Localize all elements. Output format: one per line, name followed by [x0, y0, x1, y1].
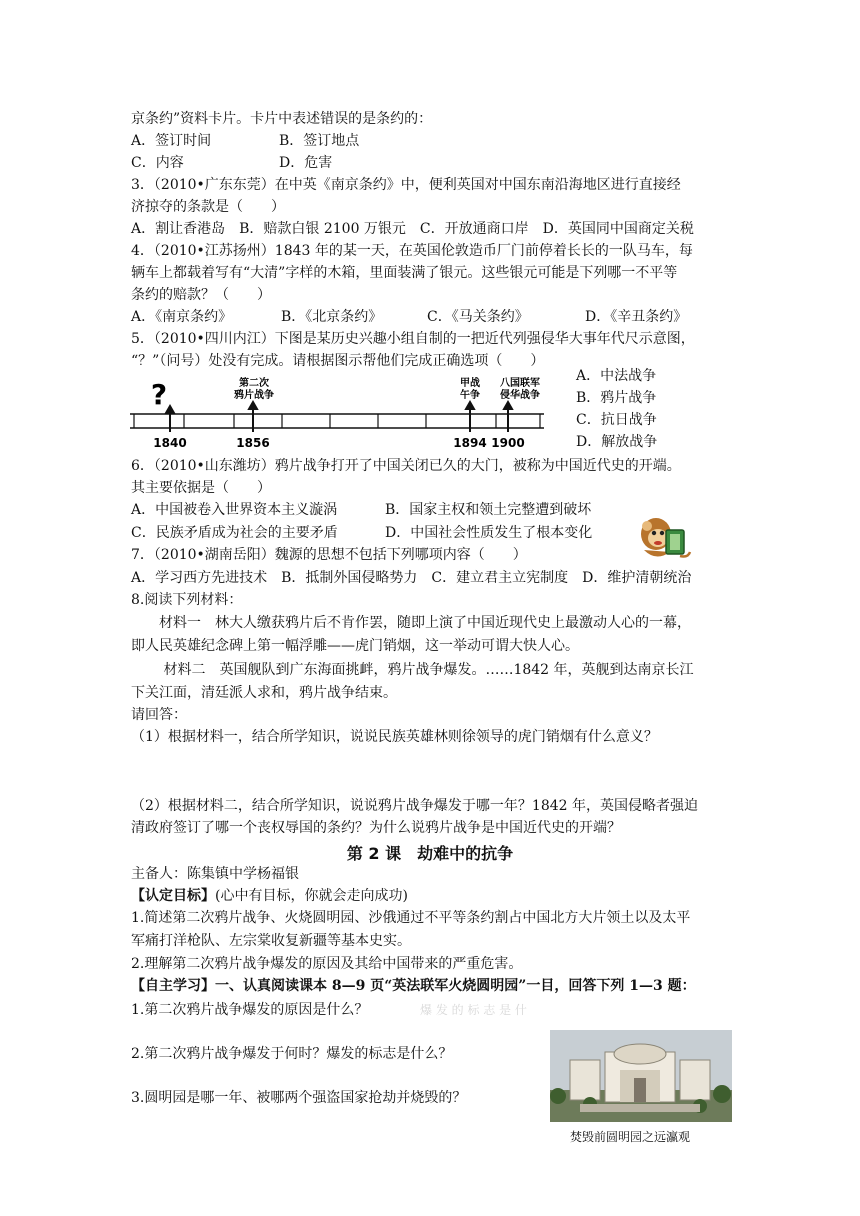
timeline-year-1856: 1856: [236, 436, 270, 450]
q8-ask: 请回答：: [131, 707, 187, 723]
q2-option-a: A．签订时间: [131, 133, 212, 149]
faint-ghost-text: 爆 发 的 标 志 是 什: [420, 1003, 527, 1017]
q8-material1-line2: 即人民英雄纪念碑上第一幅浮雕——虎门销烟，这一举动可谓大快人心。: [131, 638, 579, 654]
timeline-event2-label-1: 第二次: [239, 378, 269, 389]
q3-line1: 3．（2010•广东东莞）在中英《南京条约》中，便利英国对中国东南沿海地区进行直接经: [131, 177, 681, 193]
q7-line1: 7．（2010•湖南岳阳）魏源的思想不包括下列哪项内容（ ）: [131, 547, 527, 563]
q7-options: A．学习西方先进技术 B．抵制外国侵略势力 C．建立君主立宪制度 D．维护清朝统治: [131, 570, 692, 586]
q3-line2: 济掠夺的条款是（ ）: [131, 199, 285, 215]
timeline-event2-label-2: 鸦片战争: [234, 390, 274, 401]
q4-option-a: A．《南京条约》: [131, 309, 233, 325]
timeline-year-1900: 1900: [491, 436, 525, 450]
timeline-year-1894: 1894: [453, 436, 487, 450]
q4-options: [131, 308, 687, 326]
q8-intro: 8.阅读下列材料：: [131, 592, 243, 608]
q4-line1: 4．（2010•江苏扬州）1843 年的某一天，在英国伦敦造币厂门前停着长长的一队马车，每: [131, 243, 693, 259]
timeline-question-mark: ?: [150, 378, 168, 411]
q8-subquestion-2-line1: （2）根据材料二，结合所学知识，说说鸦片战争爆发于哪一年？1842 年，英国侵略者强迫: [131, 798, 698, 814]
lesson-goal-heading: [131, 887, 408, 905]
q5-option-b: B．鸦片战争: [576, 390, 657, 406]
q2-option-d: D．危害: [279, 155, 333, 171]
q8-material1-line1: 材料一 林大人缴获鸦片后不肯作罢，随即上演了中国近现代史上最激动人心的一幕，: [131, 615, 691, 631]
q2-option-c: C．内容: [131, 155, 184, 171]
q3-options: A．割让香港岛 B．赔款白银 2100 万银元 C．开放通商口岸 D．英国同中国商定关税: [131, 221, 694, 237]
timeline-year-1840: 1840: [153, 436, 187, 450]
timeline-ticks: [134, 414, 540, 428]
goal1-line1: 1.简述第二次鸦片战争、火烧圆明园、沙俄通过不平等条约割占中国北方大片领土以及太平: [131, 910, 691, 926]
goal2: 2.理解第二次鸦片战争爆发的原因及其给中国带来的严重危害。: [131, 956, 523, 972]
q5-option-d: D．解放战争: [576, 434, 658, 450]
self-study-heading: 【自主学习】一、认真阅读课本 8—9 页“英法联军火烧圆明园”一目，回答下列 1—3 题：: [131, 978, 696, 994]
q4-option-d: D．《辛丑条约》: [585, 309, 688, 325]
monkey-reading-icon: [636, 512, 692, 562]
q5-line1: 5．（2010•四川内江）下图是某历史兴趣小组自制的一把近代列强侵华大事年代尺示意图，: [131, 331, 695, 347]
q6-option-d: D．中国社会性质发生了根本变化: [385, 525, 593, 541]
q4-line3: 条约的赔款？（ ）: [131, 287, 271, 303]
q8-subquestion-1: （1）根据材料一，结合所学知识，说说民族英雄林则徐领导的虎门销烟有什么意义？: [131, 729, 658, 745]
q2-options-row2: [131, 154, 332, 172]
goal-heading-label: 【认定目标】: [131, 888, 215, 904]
q6-option-b: B．国家主权和领土完整遭到破坏: [385, 502, 592, 518]
q6-line1: 6．（2010•山东潍坊）鸦片战争打开了中国关闭已久的大门，被称为中国近代史的开端。: [131, 458, 681, 474]
q5-option-c: C．抗日战争: [576, 412, 657, 428]
q6-option-c: C．民族矛盾成为社会的主要矛盾: [131, 525, 338, 541]
q2-options-row1: [131, 132, 359, 150]
yuanmingyuan-photo: [550, 1030, 732, 1122]
q4-option-b: B．《北京条约》: [281, 309, 383, 325]
q6-line2: 其主要依据是（ ）: [131, 480, 271, 496]
q2-option-b: B．签订地点: [279, 133, 360, 149]
goal-heading-note: (心中有目标，你就会走向成功): [215, 888, 408, 904]
photo-caption: 焚毁前圆明园之远瀛观: [570, 1130, 691, 1144]
q4-option-c: C．《马关条约》: [427, 309, 529, 325]
q8-material2-line1: 材料二 英国舰队到广东海面挑衅，鸦片战争爆发。……1842 年，英舰到达南京长江: [131, 662, 694, 678]
goal1-line2: 军痛打洋枪队、左宗棠收复新疆等基本史实。: [131, 933, 411, 949]
q4-line2: 辆车上都载着写有“大清”字样的木箱，里面装满了银元。这些银元可能是下列哪一不平等: [131, 265, 678, 281]
lesson-title: 第 2 课 劫难中的抗争: [346, 844, 514, 863]
q2-stem: 京条约”资料卡片。卡片中表述错误的是条约的：: [131, 111, 433, 127]
q8-material2-line2: 下关江面，清廷派人求和，鸦片战争结束。: [131, 685, 397, 701]
q6-option-a: A．中国被卷入世界资本主义漩涡: [131, 502, 338, 518]
timeline-event3-label-1: 甲战: [460, 378, 480, 389]
study-question-1: 1.第二次鸦片战争爆发的原因是什么？: [131, 1002, 369, 1018]
q6-options-row1: [131, 501, 591, 519]
timeline-event4-label-2: 侵华战争: [500, 390, 540, 401]
q8-subquestion-2-line2: 清政府签订了哪一个丧权辱国的条约？为什么说鸦片战争是中国近代史的开端？: [131, 820, 621, 836]
study-question-3: 3.圆明园是哪一年、被哪两个强盗国家抢劫并烧毁的？: [131, 1090, 467, 1106]
timeline-event4-label-1: 八国联军: [500, 378, 540, 389]
q6-options-row2: [131, 524, 592, 542]
timeline-event3-label-2: 午争: [460, 390, 480, 401]
q5-line2: “？”（问号）处没有完成。请根据图示帮他们完成正确选项（ ）: [131, 353, 545, 369]
lesson-preparer: 主备人：陈集镇中学杨福银: [131, 866, 299, 882]
q5-option-a: A．中法战争: [576, 368, 657, 384]
timeline-diagram: [130, 377, 550, 451]
study-question-2: 2.第二次鸦片战争爆发于何时？爆发的标志是什么？: [131, 1046, 453, 1062]
